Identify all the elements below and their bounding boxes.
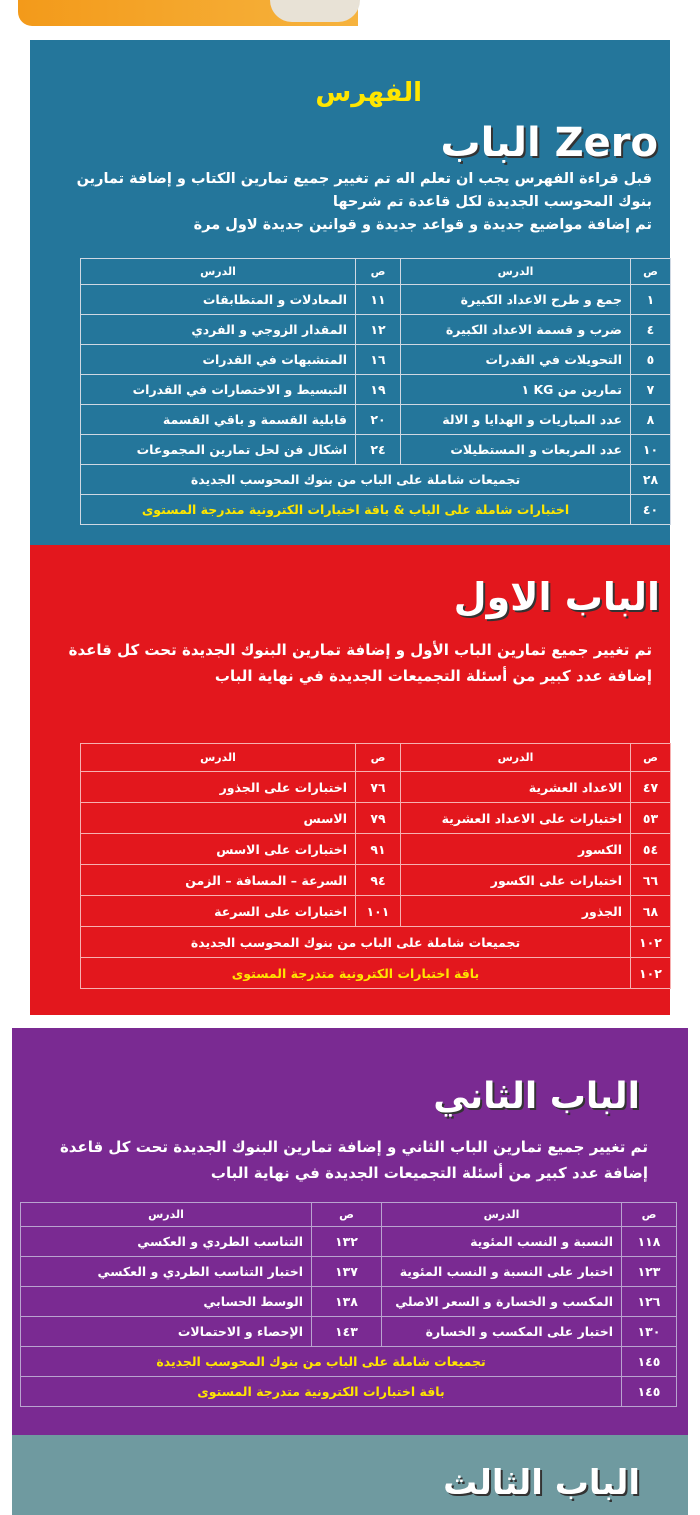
lesson-title: الاسس [81,803,356,834]
page-number: ٤ [631,315,671,345]
page-number: ١٣٧ [312,1257,382,1287]
section-first-panel [30,545,670,1015]
second-intro-line: إضافة عدد كبير من أسئلة التجميعات الجديدة في نهاية الباب [210,1164,648,1182]
summary-title: باقة اختبارات الكترونية متدرجة المستوى [81,958,631,989]
lesson-title: قابلية القسمة و باقي القسمة [81,405,356,435]
section-zero-panel [30,40,670,545]
page-number: ٥٤ [631,834,671,865]
page-number: ٢٠ [356,405,401,435]
lesson-title: المتشبهات في القدرات [81,345,356,375]
page-number: ٤٧ [631,772,671,803]
table-row-summary [81,495,671,525]
page-number: ١١ [356,285,401,315]
col-header-page: ص [631,259,671,285]
lesson-title: تمارين من KG ١ [401,375,631,405]
first-intro-line: تم تغيير جميع تمارين الباب الأول و إضافة تمارين البنوك الجديدة تحت كل قاعدة [68,641,652,659]
first-index-table [80,743,671,989]
col-header-lesson: الدرس [401,744,631,772]
first-intro [52,637,652,689]
table-row [21,1317,677,1347]
lesson-title: المكسب و الخسارة و السعر الاصلي [382,1287,622,1317]
page-number: ١٣٠ [622,1317,677,1347]
summary-title: تجميعات شاملة على الباب من بنوك المحوسب الجديدة [81,927,631,958]
lesson-title: ضرب و قسمة الاعداد الكبيرة [401,315,631,345]
summary-title: اختبارات شاملة على الباب & باقة اختبارات الكترونية متدرجة المستوى [81,495,631,525]
previous-page-strip [0,0,700,28]
page-number: ١٠٢ [631,927,671,958]
second-title: الباب الثاني [433,1076,640,1117]
lesson-title: النسبة و النسب المئوية [382,1227,622,1257]
summary-title: باقة اختبارات الكترونية متدرجة المستوى [21,1377,622,1407]
col-header-page: ص [312,1203,382,1227]
summary-title: تجميعات شاملة على الباب من بنوك المحوسب الجديدة [81,465,631,495]
index-title: الفهرس [315,78,422,108]
page-number: ٦٦ [631,865,671,896]
page-number: ٩٤ [356,865,401,896]
lesson-title: الجذور [401,896,631,927]
page-number: ١٦ [356,345,401,375]
lesson-title: عدد المربعات و المستطيلات [401,435,631,465]
lesson-title: اختبارات على الجذور [81,772,356,803]
page-number: ١٤٣ [312,1317,382,1347]
page-number: ١ [631,285,671,315]
lesson-title: الإحصاء و الاحتمالات [21,1317,312,1347]
page-number: ٢٤ [356,435,401,465]
table-row [81,405,671,435]
lesson-title: اشكال فن لحل تمارين المجموعات [81,435,356,465]
page-number: ١٢٦ [622,1287,677,1317]
table-row-summary [81,465,671,495]
col-header-lesson: الدرس [21,1203,312,1227]
zero-index-table [80,258,671,525]
first-title: الباب الاول [453,575,660,619]
lesson-title: جمع و طرح الاعداد الكبيرة [401,285,631,315]
table-row [81,865,671,896]
table-row [21,1257,677,1287]
zero-intro-line: بنوك المحوسب الجديدة لكل قاعدة تم شرحها [332,194,652,210]
col-header-lesson: الدرس [81,744,356,772]
table-row [81,803,671,834]
lesson-title: الكسور [401,834,631,865]
page-number: ٥ [631,345,671,375]
table-row [81,435,671,465]
zero-title: الباب Zero [440,120,658,166]
index-page-1 [0,28,700,1028]
col-header-lesson: الدرس [81,259,356,285]
second-intro [28,1134,648,1186]
col-header-page: ص [356,744,401,772]
page-number: ١٤٥ [622,1377,677,1407]
table-row-summary [81,958,671,989]
page-number: ٧٦ [356,772,401,803]
table-row [81,285,671,315]
table-row [81,315,671,345]
lesson-title: المقدار الزوجي و الفردي [81,315,356,345]
page-number: ٩١ [356,834,401,865]
lesson-title: التبسيط و الاختصارات في القدرات [81,375,356,405]
table-row [81,375,671,405]
col-header-page: ص [631,744,671,772]
page-number: ١٠١ [356,896,401,927]
page-number: ٢٨ [631,465,671,495]
lesson-title: الوسط الحسابي [21,1287,312,1317]
second-intro-line: تم تغيير جميع تمارين الباب الثاني و إضافة تمارين البنوك الجديدة تحت كل قاعدة [59,1138,648,1156]
page-number: ١٠٢ [631,958,671,989]
lesson-title: اختبار التناسب الطردي و العكسي [21,1257,312,1287]
table-row-summary [21,1347,677,1377]
table-row [81,772,671,803]
page-number: ١٣٨ [312,1287,382,1317]
zero-intro-line: تم إضافة مواضيع جديدة و قواعد جديدة و قوانين جديدة لاول مرة [193,217,652,233]
lesson-title: اختبارات على الاعداد العشرية [401,803,631,834]
second-index-table [20,1202,677,1407]
page-number: ٧٩ [356,803,401,834]
lesson-title: اختبارات على الكسور [401,865,631,896]
lesson-title: اختبارات على الاسس [81,834,356,865]
page-number: ١٤٥ [622,1347,677,1377]
first-intro-line: إضافة عدد كبير من أسئلة التجميعات الجديدة في نهاية الباب [214,667,652,685]
lesson-title: السرعة – المسافة – الزمن [81,865,356,896]
page-number: ٥٣ [631,803,671,834]
lesson-title: عدد المباريات و الهدايا و الالة [401,405,631,435]
table-row-summary [21,1377,677,1407]
table-row [21,1227,677,1257]
summary-title: تجميعات شاملة على الباب من بنوك المحوسب الجديدة [21,1347,622,1377]
col-header-lesson: الدرس [382,1203,622,1227]
index-page-2 [0,1028,700,1515]
col-header-lesson: الدرس [401,259,631,285]
zero-intro [52,168,652,237]
page-number: ٤٠ [631,495,671,525]
table-row [81,896,671,927]
page-number: ١٣٢ [312,1227,382,1257]
lesson-title: التناسب الطردي و العكسي [21,1227,312,1257]
section-second-panel [12,1028,688,1435]
page-number: ١٢٣ [622,1257,677,1287]
lesson-title: اختبارات على السرعة [81,896,356,927]
lesson-title: اختبار على النسبة و النسب المئوية [382,1257,622,1287]
page-number: ٧ [631,375,671,405]
page-number: ٦٨ [631,896,671,927]
page-number: ١٠ [631,435,671,465]
lesson-title: المعادلات و المتطابقات [81,285,356,315]
table-row [81,834,671,865]
table-row [21,1287,677,1317]
previous-page-image-fragment [270,0,360,22]
col-header-page: ص [356,259,401,285]
page-number: ٨ [631,405,671,435]
table-row-summary [81,927,671,958]
lesson-title: اختبار على المكسب و الخسارة [382,1317,622,1347]
lesson-title: التحويلات في القدرات [401,345,631,375]
page-number: ١٩ [356,375,401,405]
third-title: الباب الثالث [443,1463,640,1503]
section-third-panel [12,1435,688,1515]
page-number: ١١٨ [622,1227,677,1257]
zero-intro-line: قبل قراءة الفهرس يجب ان تعلم اله تم تغيير جميع تمارين الكتاب و إضافة تمارين [76,171,652,187]
page-number: ١٢ [356,315,401,345]
lesson-title: الاعداد العشرية [401,772,631,803]
col-header-page: ص [622,1203,677,1227]
table-row [81,345,671,375]
